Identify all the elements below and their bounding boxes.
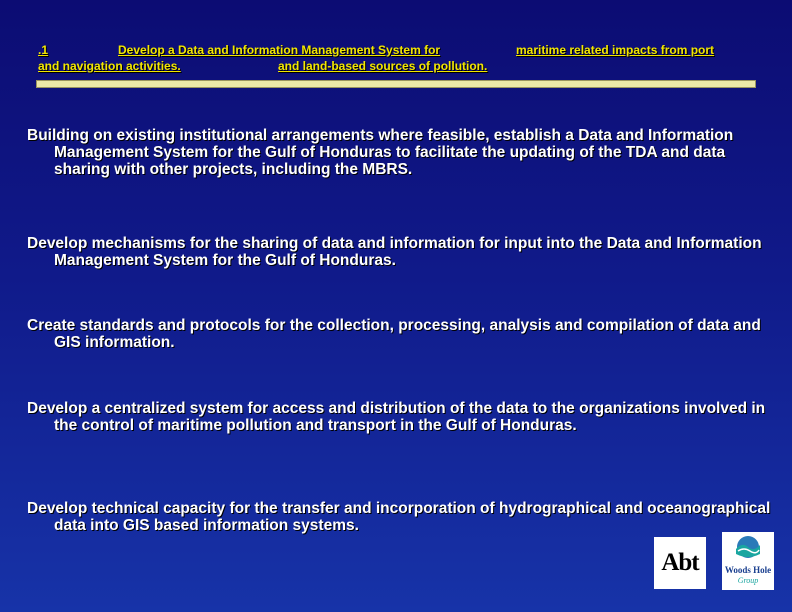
activity-item-4: Develop a centralized system for access and distribution of the data to the organizations involved in the control of maritime pollution and transport in the Gulf of Honduras.: [27, 400, 766, 434]
activity-item-2: Develop mechanisms for the sharing of data and information for input into the Data and Information Management System for the Gulf of Honduras.: [27, 235, 762, 269]
objective-title-part-3: and navigation activities.: [38, 59, 181, 73]
objective-title-part-2: maritime related impacts from port: [516, 43, 715, 57]
objective-number: .1: [38, 43, 49, 57]
objective-header-line-1: [38, 42, 758, 58]
activity-item-5: Develop technical capacity for the transfer and incorporation of hydrographical and oceanographical data into GIS based information systems.: [27, 500, 771, 534]
objective-title-part-4: and land-based sources of pollution.: [278, 59, 488, 73]
activity-item-3: Create standards and protocols for the collection, processing, analysis and compilation of data and GIS information.: [27, 317, 761, 351]
abt-logo: [654, 537, 706, 589]
objective-header: [38, 42, 758, 74]
abt-logo-text: Abt: [661, 549, 699, 576]
wave-icon: [722, 532, 774, 590]
activity-item-1: Building on existing institutional arrangements where feasible, establish a Data and Information Management System for the Gulf of Honduras to facilitate the updating of the TDA and data sharing with other projects, including the MBRS.: [27, 127, 734, 178]
header-divider: [36, 80, 756, 88]
group-text: Group: [737, 576, 759, 585]
objective-header-line-2: [38, 58, 758, 74]
objective-title-part-1: Develop a Data and Information Management System for: [118, 43, 441, 57]
woods-hole-text: Woods Hole: [724, 565, 772, 575]
woods-hole-group-logo: [722, 532, 774, 590]
